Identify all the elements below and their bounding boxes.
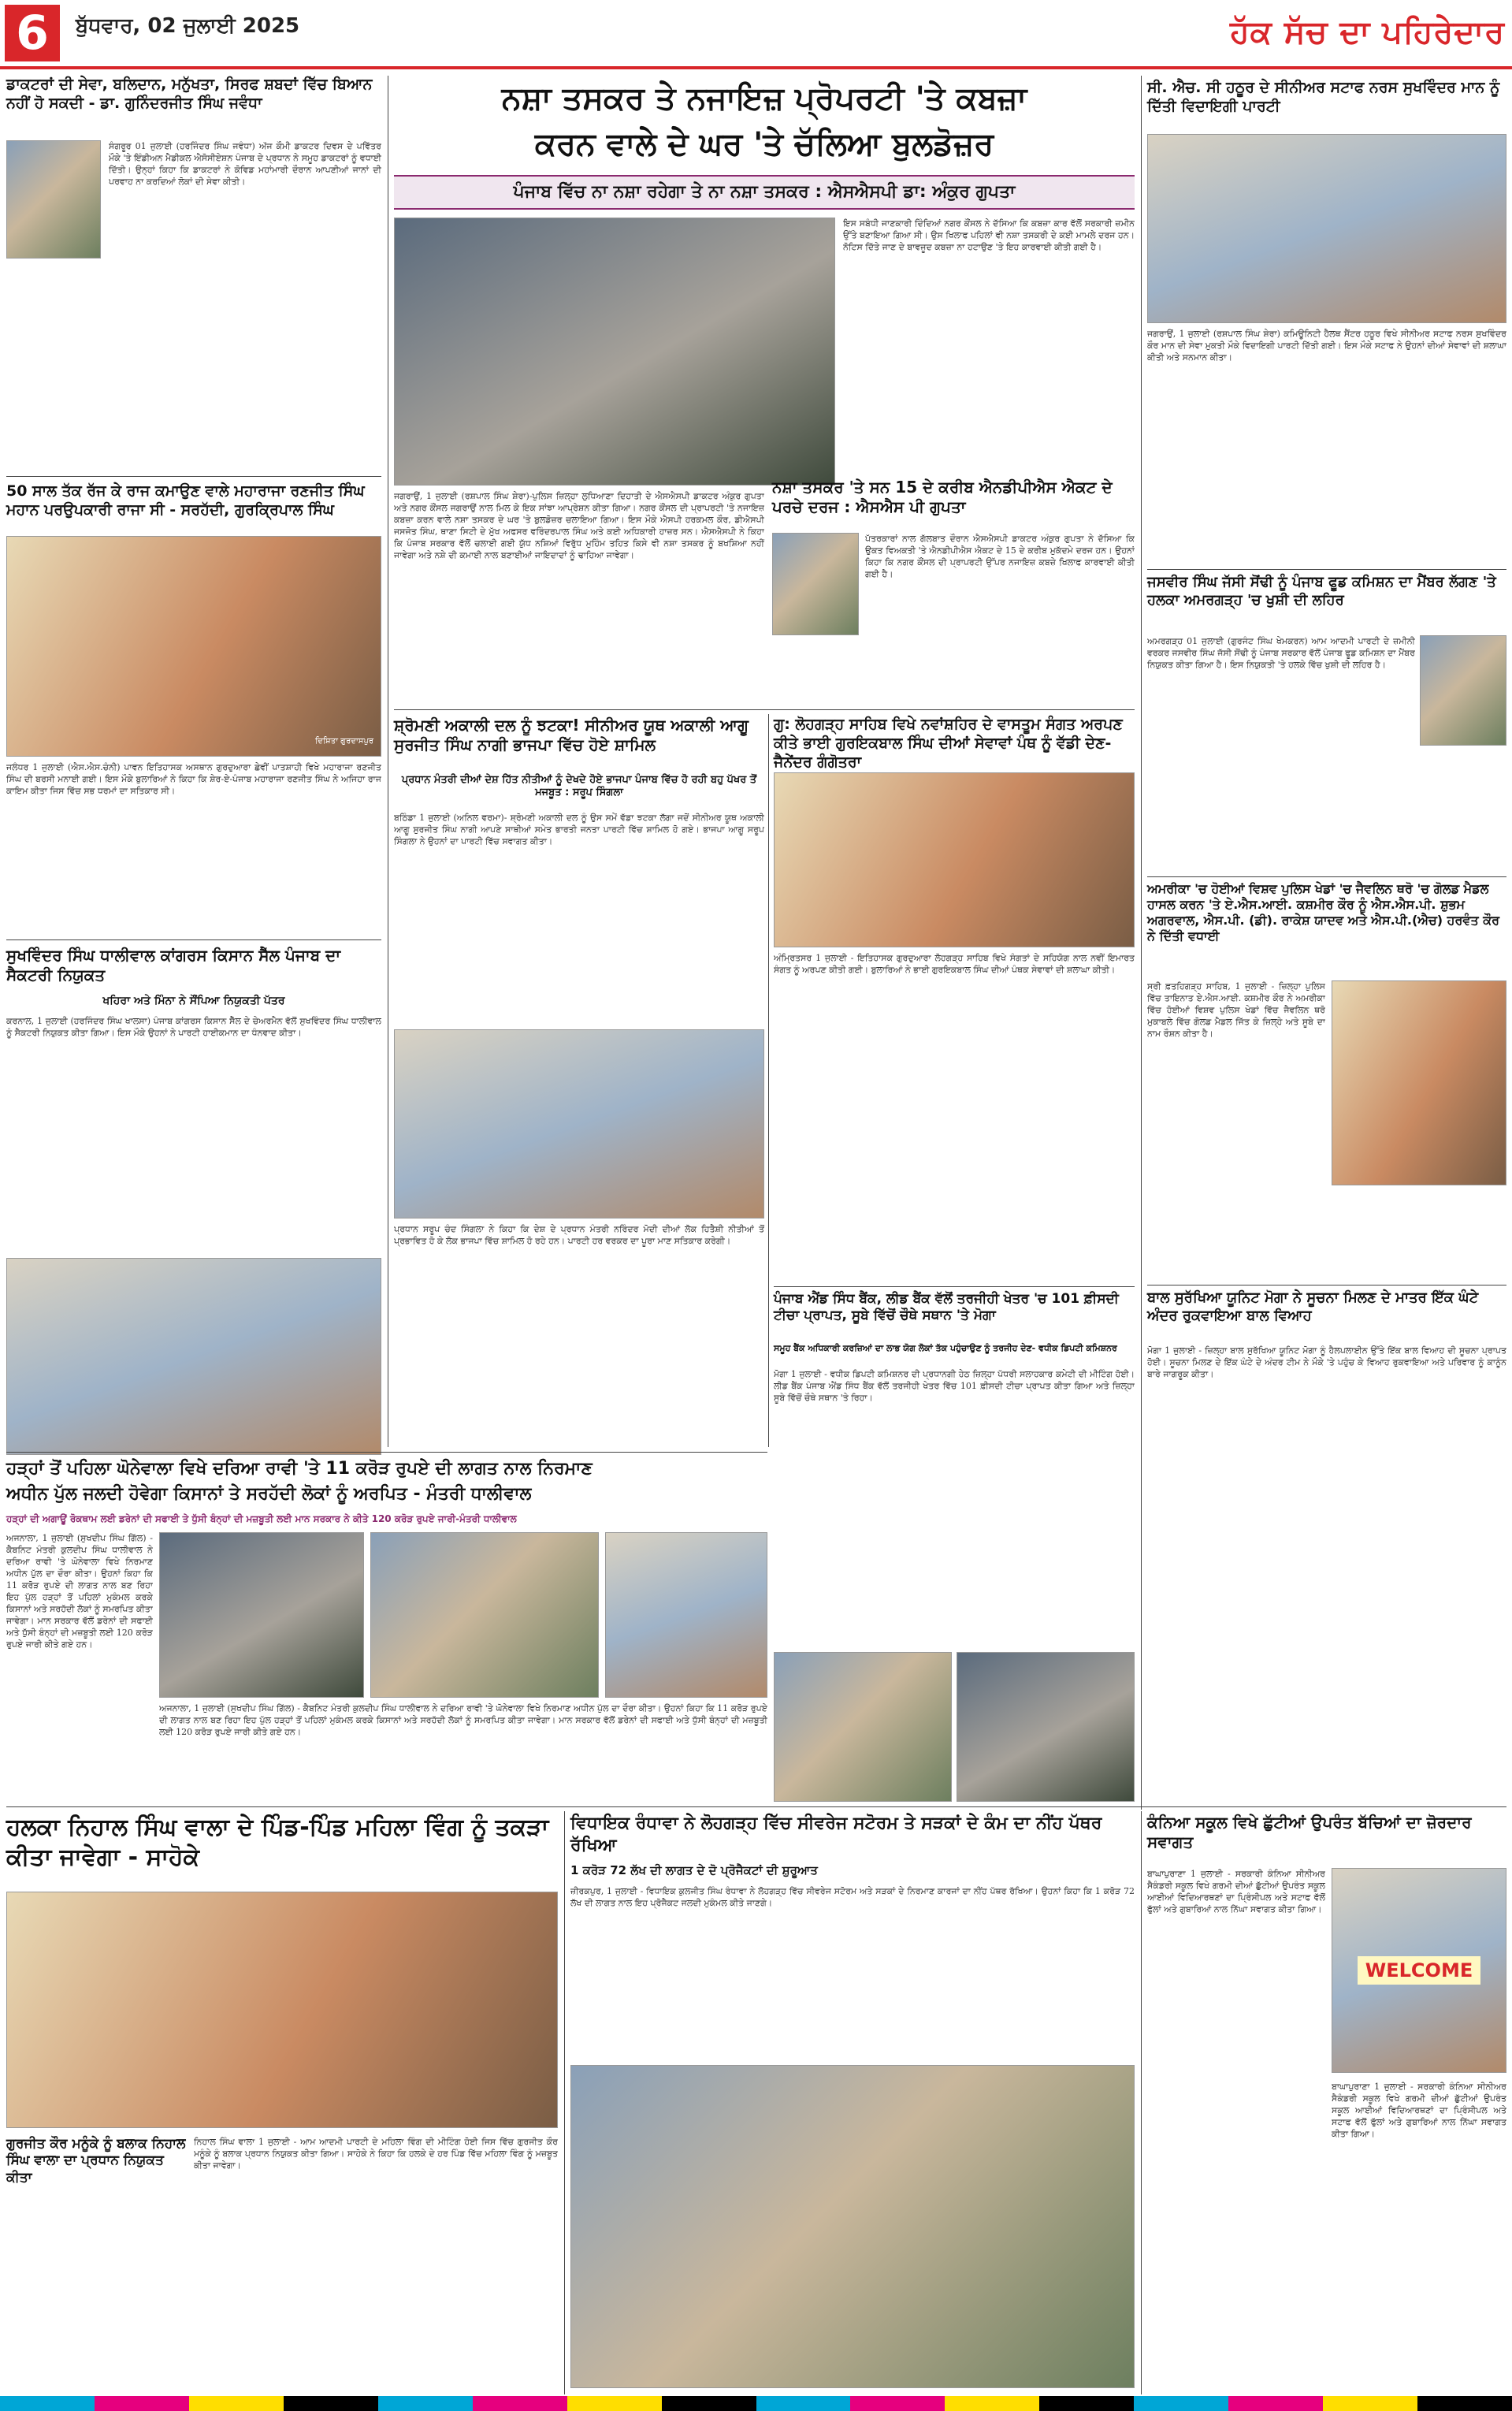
registration-swatch <box>0 2396 95 2411</box>
lead-body: ਜਗਰਾਉਂ, 1 ਜੁਲਾਈ (ਰਸ਼ਪਾਲ ਸਿੰਘ ਸ਼ੇਰਾ)-ਪੁਲਿਸ ਜ਼ਿਲ੍ਹਾ ਲੁਧਿਆਣਾ ਦਿਹਾਤੀ ਦੇ ਐਸਐਸਪੀ ਡਾਕਟਰ ਅੰਕੁਰ ਗੁਪਤਾ ਅਤੇ ਨਗਰ ਕੌਂਸਲ ਜਗਰਾਉਂ ਨਾਲ ਮਿਲ ਕੇ ਇਕ ਸਾਂਝਾ ਆਪ੍ਰੇਸ਼ਨ ਕੀਤਾ ਗਿਆ। ਨਗਰ ਕੌਂਸਲ ਦੀ ਪ੍ਰਾਪਰਟੀ 'ਤੇ ਨਜਾਇਜ਼ ਕਬਜ਼ਾ ਕਰਨ ਵਾਲੇ ਨਸ਼ਾ ਤਸਕਰ ਦੇ ਘਰ 'ਤੇ ਬੁਲਡੋਜ਼ਰ ਚਲਾਇਆ ਗਿਆ। ਇਸ ਮੌਕੇ ਐਸਪੀ ਹਰਕਮਲ ਕੌਰ, ਡੀਐਸਪੀ ਜਸਜੋਤ ਸਿੰਘ, ਥਾਣਾ ਸਿਟੀ ਦੇ ਮੁੱਖ ਅਫਸਰ ਵਰਿੰਦਰਪਾਲ ਸਿੰਘ ਅਤੇ ਕਈ ਅਧਿਕਾਰੀ ਹਾਜ਼ਰ ਸਨ। ਐਸਐਸਪੀ ਨੇ ਕਿਹਾ ਕਿ ਪੰਜਾਬ ਸਰਕਾਰ ਵੱਲੋਂ ਚਲਾਈ ਗਈ ਯੁੱਧ ਨਸ਼ਿਆਂ ਵਿਰੁੱਧ ਮੁਹਿੰਮ ਤਹਿਤ ਕਿਸੇ ਵੀ ਨਸ਼ਾ ਤਸਕਰ ਨੂੰ ਬਖਸ਼ਿਆ ਨਹੀਂ ਜਾਵੇਗਾ ਅਤੇ ਨਸ਼ੇ ਦੀ ਕਮਾਈ ਨਾਲ ਬਣਾਈਆਂ ਜਾਇਦਾਦਾਂ ਨੂੰ ਢਾਹਿਆ ਜਾਵੇਗਾ। <box>394 491 764 560</box>
welcome-sign: WELCOME <box>1358 1956 1480 1985</box>
lohgarh-body: ਅੰਮ੍ਰਿਤਸਰ 1 ਜੁਲਾਈ - ਇਤਿਹਾਸਕ ਗੁਰਦੁਆਰਾ ਲੋਹਗੜ੍ਹ ਸਾਹਿਬ ਵਿਖੇ ਸੰਗਤਾਂ ਦੇ ਸਹਿਯੋਗ ਨਾਲ ਨਵੀਂ ਇਮਾਰਤ ਸੰਗਤ ਨੂੰ ਅਰਪਣ ਕੀਤੀ ਗਈ। ਬੁਲਾਰਿਆਂ ਨੇ ਭਾਈ ਗੁਰਇਕਬਾਲ ਸਿੰਘ ਦੀਆਂ ਪੰਥਕ ਸੇਵਾਵਾਂ ਦੀ ਸ਼ਲਾਘਾ ਕੀਤੀ। <box>774 953 1135 975</box>
issue-date: ਬੁੱਧਵਾਰ, 02 ਜੁਲਾਈ 2025 <box>76 14 300 38</box>
lead-side-headline: ਨਸ਼ਾ ਤਸਕਰ 'ਤੇ ਸਨ 15 ਦੇ ਕਰੀਬ ਐਨਡੀਪੀਐਸ ਐਕਟ ਦੇ ਪਰਚੇ ਦਰਜ : ਐਸਐਸ ਪੀ ਗੁਪਤਾ <box>772 478 1113 516</box>
school-welcome-photo <box>1332 1868 1506 2073</box>
divider <box>774 1286 1135 1287</box>
registration-swatch <box>1323 2396 1417 2411</box>
column-divider <box>768 714 769 1447</box>
article-dhaliwal-subhead: ਖਹਿਰਾ ਅਤੇ ਮਿੰਨਾ ਨੇ ਸੌਂਪਿਆ ਨਿਯੁਕਤੀ ਪੱਤਰ <box>102 995 285 1007</box>
photo-credit: ਦਿਸ਼ਿਤਾ ਗੁਰਦਾਸਪੁਰ <box>315 737 374 746</box>
registration-swatch <box>1228 2396 1323 2411</box>
article-ranjit-singh-body: ਜਲੰਧਰ 1 ਜੁਲਾਈ (ਐਸ.ਐਸ.ਚੰਨੀ) ਪਾਵਨ ਇਤਿਹਾਸਕ ਅਸਥਾਨ ਗੁਰਦੁਆਰਾ ਛੇਵੀਂ ਪਾਤਸ਼ਾਹੀ ਵਿਖੇ ਮਹਾਰਾਜਾ ਰਣਜੀਤ ਸਿੰਘ ਦੀ ਬਰਸੀ ਮਨਾਈ ਗਈ। ਇਸ ਮੌਕੇ ਬੁਲਾਰਿਆਂ ਨੇ ਕਿਹਾ ਕਿ ਸ਼ੇਰ-ਏ-ਪੰਜਾਬ ਮਹਾਰਾਜਾ ਰਣਜੀਤ ਸਿੰਘ ਨੇ ਅਜਿਹਾ ਰਾਜ ਕਾਇਮ ਕੀਤਾ ਜਿਸ ਵਿੱਚ ਸਭ ਧਰਮਾਂ ਦਾ ਸਤਿਕਾਰ ਸੀ। <box>6 762 381 796</box>
article-ranjit-singh-headline: 50 ਸਾਲ ਤੱਕ ਰੱਜ ਕੇ ਰਾਜ ਕਮਾਉਣ ਵਾਲੇ ਮਹਾਰਾਜਾ ਰਣਜੀਤ ਸਿੰਘ ਮਹਾਨ ਪਰਉਪਕਾਰੀ ਰਾਜਾ ਸੀ - ਸਰਹੱਦੀ, ਗੁਰਕ੍ਰਿਪਾਲ ਸਿੰਘ <box>6 482 365 519</box>
akali-bjp-headline: ਸ਼੍ਰੋਮਣੀ ਅਕਾਲੀ ਦਲ ਨੂੰ ਝਟਕਾ! ਸੀਨੀਅਰ ਯੂਥ ਅਕਾਲੀ ਆਗੂ ਸੁਰਜੀਤ ਸਿੰਘ ਨਾਗੀ ਭਾਜਪਾ ਵਿੱਚ ਹੋਏ ਸ਼ਾਮਿਲ <box>394 716 749 754</box>
bank-body: ਮੋਗਾ 1 ਜੁਲਾਈ - ਵਧੀਕ ਡਿਪਟੀ ਕਮਿਸ਼ਨਰ ਦੀ ਪ੍ਰਧਾਨਗੀ ਹੇਠ ਜ਼ਿਲ੍ਹਾ ਪੱਧਰੀ ਸਲਾਹਕਾਰ ਕਮੇਟੀ ਦੀ ਮੀਟਿੰਗ ਹੋਈ। ਲੀਡ ਬੈਂਕ ਪੰਜਾਬ ਐਂਡ ਸਿੰਧ ਬੈਂਕ ਵੱਲੋਂ ਤਰਜੀਹੀ ਖੇਤਰ ਵਿੱਚ 101 ਫ਼ੀਸਦੀ ਟੀਚਾ ਪ੍ਰਾਪਤ ਕੀਤਾ ਗਿਆ ਅਤੇ ਜ਼ਿਲ੍ਹਾ ਸੂਬੇ ਵਿੱਚੋਂ ਚੌਥੇ ਸਥਾਨ 'ਤੇ ਰਿਹਾ। <box>774 1369 1135 1403</box>
school-welcome-body: ਬਾਘਾਪੁਰਾਣਾ 1 ਜੁਲਾਈ - ਸਰਕਾਰੀ ਕੰਨਿਆ ਸੀਨੀਅਰ ਸੈਕੰਡਰੀ ਸਕੂਲ ਵਿਖੇ ਗਰਮੀ ਦੀਆਂ ਛੁੱਟੀਆਂ ਉਪਰੰਤ ਸਕੂਲ ਆਈਆਂ ਵਿਦਿਆਰਥਣਾਂ ਦਾ ਪ੍ਰਿੰਸੀਪਲ ਅਤੇ ਸਟਾਫ ਵੱਲੋਂ ਫੁੱਲਾਂ ਅਤੇ ਗੁਬਾਰਿਆਂ ਨਾਲ ਨਿੱਘਾ ਸਵਾਗਤ ਕੀਤਾ ਗਿਆ। <box>1147 1869 1325 1914</box>
registration-swatch <box>945 2396 1039 2411</box>
column-divider <box>1141 1811 1142 2394</box>
article-dhaliwal-headline: ਸੁਖਵਿੰਦਰ ਸਿੰਘ ਧਾਲੀਵਾਲ ਕਾਂਗਰਸ ਕਿਸਾਨ ਸੈੱਲ ਪੰਜਾਬ ਦਾ ਸੈਕਟਰੀ ਨਿਯੁਕਤ <box>6 946 341 984</box>
sewerage-headline: ਵਿਧਾਇਕ ਰੰਧਾਵਾ ਨੇ ਲੋਹਗੜ੍ਹ ਵਿੱਚ ਸੀਵਰੇਜ ਸਟੋਰਮ ਤੇ ਸੜਕਾਂ ਦੇ ਕੰਮ ਦਾ ਨੀਂਹ ਪੱਥਰ ਰੱਖਿਆ <box>570 1814 1102 1855</box>
akali-bjp-photo <box>394 1029 764 1219</box>
akali-bjp-subhead: ਪ੍ਰਧਾਨ ਮੰਤਰੀ ਦੀਆਂ ਦੇਸ਼ ਹਿੱਤ ਨੀਤੀਆਂ ਨੂੰ ਦੇਖਦੇ ਹੋਏ ਭਾਜਪਾ ਪੰਜਾਬ ਵਿੱਚ ਹੋ ਰਹੀ ਬਹੁ ਪੱਖਰ ਤੋਂ ਮਜਬੂਤ : ਸਰੂਪ ਸਿੰਗਲਾ <box>401 774 757 799</box>
page-number: 6 <box>5 5 60 61</box>
registration-swatch <box>378 2396 473 2411</box>
chc-farewell-photo <box>1147 134 1506 323</box>
bridge-headline-line2: ਅਧੀਨ ਪੁੱਲ ਜਲਦੀ ਹੋਵੇਗਾ ਕਿਸਾਨਾਂ ਤੇ ਸਰਹੱਦੀ ਲੋਕਾਂ ਨੂੰ ਅਰਪਿਤ - ਮੰਤਰੀ ਧਾਲੀਵਾਲ <box>6 1484 532 1504</box>
divider <box>6 939 381 940</box>
kashmir-kaur-medal-photo <box>1332 980 1506 1185</box>
akali-bjp-body-cont: ਪ੍ਰਧਾਨ ਸਰੂਪ ਚੰਦ ਸਿੰਗਲਾ ਨੇ ਕਿਹਾ ਕਿ ਦੇਸ਼ ਦੇ ਪ੍ਰਧਾਨ ਮੰਤਰੀ ਨਰਿੰਦਰ ਮੋਦੀ ਦੀਆਂ ਲੋਕ ਹਿਤੈਸ਼ੀ ਨੀਤੀਆਂ ਤੋਂ ਪ੍ਰਭਾਵਿਤ ਹੋ ਕੇ ਲੋਕ ਭਾਜਪਾ ਵਿੱਚ ਸ਼ਾਮਿਲ ਹੋ ਰਹੇ ਹਨ। ਪਾਰਟੀ ਹਰ ਵਰਕਰ ਦਾ ਪੂਰਾ ਮਾਣ ਸਤਿਕਾਰ ਕਰੇਗੀ। <box>394 1224 764 1246</box>
child-marriage-headline: ਬਾਲ ਸੁਰੱਖਿਆ ਯੂਨਿਟ ਮੋਗਾ ਨੇ ਸੂਚਨਾ ਮਿਲਣ ਦੇ ਮਾਤਰ ਇੱਕ ਘੰਟੇ ਅੰਦਰ ਰੁਕਵਾਇਆ ਬਾਲ ਵਿਆਹ <box>1147 1289 1479 1324</box>
registration-swatch <box>756 2396 851 2411</box>
bank-meeting-photo-2 <box>957 1652 1135 1802</box>
akali-bjp-body: ਬਠਿੰਡਾ 1 ਜੁਲਾਈ (ਅਨਿਲ ਵਰਮਾ)- ਸ਼੍ਰੋਮਣੀ ਅਕਾਲੀ ਦਲ ਨੂੰ ਉਸ ਸਮੇਂ ਵੱਡਾ ਝਟਕਾ ਲੱਗਾ ਜਦੋਂ ਸੀਨੀਅਰ ਯੂਥ ਅਕਾਲੀ ਆਗੂ ਸੁਰਜੀਤ ਸਿੰਘ ਨਾਗੀ ਆਪਣੇ ਸਾਥੀਆਂ ਸਮੇਤ ਭਾਰਤੀ ਜਨਤਾ ਪਾਰਟੀ ਵਿੱਚ ਸ਼ਾਮਿਲ ਹੋ ਗਏ। ਭਾਜਪਾ ਆਗੂ ਸਰੂਪ ਸਿੰਗਲਾ ਨੇ ਉਹਨਾਂ ਦਾ ਪਾਰਟੀ ਵਿੱਚ ਸਵਾਗਤ ਕੀਤਾ। <box>394 813 764 846</box>
bridge-minister-photo <box>370 1532 599 1698</box>
sewerage-photo <box>570 2065 1135 2388</box>
sewerage-subhead: 1 ਕਰੋੜ 72 ਲੱਖ ਦੀ ਲਾਗਤ ਦੇ ਦੋ ਪ੍ਰੋਜੈਕਟਾਂ ਦੀ ਸ਼ੁਰੂਆਤ <box>570 1863 818 1877</box>
lead-body-right: ਇਸ ਸਬੰਧੀ ਜਾਣਕਾਰੀ ਦਿੰਦਿਆਂ ਨਗਰ ਕੌਂਸਲ ਨੇ ਦੱਸਿਆ ਕਿ ਕਬਜ਼ਾ ਕਾਰ ਵੱਲੋਂ ਸਰਕਾਰੀ ਜ਼ਮੀਨ ਉੱਤੇ ਬਣਾਇਆ ਗਿਆ ਸੀ। ਉਸ ਖਿਲਾਫ ਪਹਿਲਾਂ ਵੀ ਨਸ਼ਾ ਤਸਕਰੀ ਦੇ ਕਈ ਮਾਮਲੇ ਦਰਜ ਹਨ। ਨੋਟਿਸ ਦਿੱਤੇ ਜਾਣ ਦੇ ਬਾਵਜੂਦ ਕਬਜ਼ਾ ਨਾ ਹਟਾਉਣ 'ਤੇ ਇਹ ਕਾਰਵਾਈ ਕੀਤੀ ਗਈ ਹੈ। <box>843 218 1135 252</box>
mahila-wing-photo <box>6 1892 558 2128</box>
mahila-wing-headline: ਹਲਕਾ ਨਿਹਾਲ ਸਿੰਘ ਵਾਲਾ ਦੇ ਪਿੰਡ-ਪਿੰਡ ਮਹਿਲਾ ਵਿੰਗ ਨੂੰ ਤਕੜਾ ਕੀਤਾ ਜਾਵੇਗਾ - ਸਾਹੋਕੇ <box>6 1814 549 1871</box>
lead-headline-line2: ਕਰਨ ਵਾਲੇ ਦੇ ਘਰ 'ਤੇ ਚੱਲਿਆ ਬੁਲਡੋਜ਼ਰ <box>534 126 994 162</box>
doctor-portrait-photo <box>6 140 101 259</box>
mahila-wing-caption: ਗੁਰਜੀਤ ਕੌਰ ਮਨੂੰਕੇ ਨੂੰ ਬਲਾਕ ਨਿਹਾਲ ਸਿੰਘ ਵਾਲਾ ਦਾ ਪ੍ਰਧਾਨ ਨਿਯੁਕਤ ਕੀਤਾ <box>6 2136 186 2186</box>
chc-farewell-headline: ਸੀ. ਐਚ. ਸੀ ਹਠੂਰ ਦੇ ਸੀਨੀਅਰ ਸਟਾਫ ਨਰਸ ਸੁਖਵਿੰਦਰ ਮਾਨ ਨੂੰ ਦਿੱਤੀ ਵਿਦਾਇਗੀ ਪਾਰਟੀ <box>1147 79 1500 115</box>
article-doctors-day-body: ਸੰਗਰੂਰ 01 ਜੁਲਾਈ (ਹਰਜਿੰਦਰ ਸਿੰਘ ਜਵੰਧਾ) ਅੱਜ ਕੌਮੀ ਡਾਕਟਰ ਦਿਵਸ ਦੇ ਪਵਿੱਤਰ ਮੌਕੇ 'ਤੇ ਇੰਡੀਅਨ ਮੈਡੀਕਲ ਐਸੋਸੀਏਸ਼ਨ ਪੰਜਾਬ ਦੇ ਪ੍ਰਧਾਨ ਨੇ ਸਮੂਹ ਡਾਕਟਰਾਂ ਨੂੰ ਵਧਾਈ ਦਿੱਤੀ। ਉਨ੍ਹਾਂ ਕਿਹਾ ਕਿ ਡਾਕਟਰਾਂ ਨੇ ਕੋਵਿਡ ਮਹਾਂਮਾਰੀ ਦੌਰਾਨ ਆਪਣੀਆਂ ਜਾਨਾਂ ਦੀ ਪਰਵਾਹ ਨਾ ਕਰਦਿਆਂ ਲੋਕਾਂ ਦੀ ਸੇਵਾ ਕੀਤੀ। <box>109 141 381 187</box>
child-marriage-body: ਮੋਗਾ 1 ਜੁਲਾਈ - ਜ਼ਿਲ੍ਹਾ ਬਾਲ ਸੁਰੱਖਿਆ ਯੂਨਿਟ ਮੋਗਾ ਨੂੰ ਹੈਲਪਲਾਈਨ ਉੱਤੇ ਇੱਕ ਬਾਲ ਵਿਆਹ ਦੀ ਸੂਚਨਾ ਪ੍ਰਾਪਤ ਹੋਈ। ਸੂਚਨਾ ਮਿਲਣ ਦੇ ਇੱਕ ਘੰਟੇ ਦੇ ਅੰਦਰ ਟੀਮ ਨੇ ਮੌਕੇ 'ਤੇ ਪਹੁੰਚ ਕੇ ਵਿਆਹ ਰੁਕਵਾਇਆ ਅਤੇ ਪਰਿਵਾਰ ਨੂੰ ਕਾਨੂੰਨ ਬਾਰੇ ਜਾਗਰੂਕ ਕੀਤਾ। <box>1147 1345 1506 1379</box>
column-divider <box>564 1811 565 2394</box>
school-welcome-headline: ਕੰਨਿਆ ਸਕੂਲ ਵਿਖੇ ਛੁੱਟੀਆਂ ਉਪਰੰਤ ਬੱਚਿਆਂ ਦਾ ਜ਼ੋਰਦਾਰ ਸਵਾਗਤ <box>1147 1813 1472 1851</box>
registration-swatch <box>284 2396 378 2411</box>
registration-swatch <box>1039 2396 1134 2411</box>
divider <box>6 1452 767 1453</box>
lohgarh-headline: ਗੁ: ਲੋਹਗੜ੍ਹ ਸਾਹਿਬ ਵਿਖੇ ਨਵਾਂਸ਼ਹਿਰ ਦੇ ਵਾਸਤੂਮ ਸੰਗਤ ਅਰਪਣ ਕੀਤੇ ਭਾਈ ਗੁਰਇਕਬਾਲ ਸਿੰਘ ਦੀਆਂ ਸੇਵਾਵਾਂ ਪੰਥ ਨੂੰ ਵੱਡੀ ਦੇਣ- ਜੈਨੇਂਦਰ ਗੰਗੋਤਰਾ <box>774 716 1123 771</box>
registration-color-strip <box>0 2396 1512 2411</box>
registration-swatch <box>567 2396 662 2411</box>
police-games-body: ਸ੍ਰੀ ਫ਼ਤਹਿਗੜ੍ਹ ਸਾਹਿਬ, 1 ਜੁਲਾਈ - ਜ਼ਿਲ੍ਹਾ ਪੁਲਿਸ ਵਿੱਚ ਤਾਇਨਾਤ ਏ.ਐਸ.ਆਈ. ਕਸ਼ਮੀਰ ਕੌਰ ਨੇ ਅਮਰੀਕਾ ਵਿੱਚ ਹੋਈਆਂ ਵਿਸ਼ਵ ਪੁਲਿਸ ਖੇਡਾਂ ਵਿੱਚ ਜੈਵਲਿਨ ਥਰੋ ਮੁਕਾਬਲੇ ਵਿੱਚ ਗੋਲਡ ਮੈਡਲ ਜਿੱਤ ਕੇ ਜ਼ਿਲ੍ਹੇ ਅਤੇ ਸੂਬੇ ਦਾ ਨਾਮ ਰੌਸ਼ਨ ਕੀਤਾ ਹੈ। <box>1147 981 1325 1039</box>
registration-swatch <box>1134 2396 1228 2411</box>
column-divider <box>1141 76 1142 1810</box>
sewerage-body: ਜ਼ੀਰਕਪੁਰ, 1 ਜੁਲਾਈ - ਵਿਧਾਇਕ ਕੁਲਜੀਤ ਸਿੰਘ ਰੰਧਾਵਾ ਨੇ ਲੋਹਗੜ੍ਹ ਵਿੱਚ ਸੀਵਰੇਜ ਸਟੋਰਮ ਅਤੇ ਸੜਕਾਂ ਦੇ ਨਿਰਮਾਣ ਕਾਰਜਾਂ ਦਾ ਨੀਂਹ ਪੱਥਰ ਰੱਖਿਆ। ਉਹਨਾਂ ਕਿਹਾ ਕਿ 1 ਕਰੋੜ 72 ਲੱਖ ਦੀ ਲਾਗਤ ਨਾਲ ਇਹ ਪ੍ਰੋਜੈਕਟ ਜਲਦੀ ਮੁਕੰਮਲ ਕੀਤੇ ਜਾਣਗੇ। <box>570 1886 1135 1908</box>
food-commission-body: ਅਮਰਗੜ੍ਹ 01 ਜੁਲਾਈ (ਗੁਰਜੰਟ ਸਿੰਘ ਖੇਮਕਰਨ) ਆਮ ਆਦਮੀ ਪਾਰਟੀ ਦੇ ਜ਼ਮੀਨੀ ਵਰਕਰ ਜਸਵੀਰ ਸਿੰਘ ਜੱਸੀ ਸੋਂਢੀ ਨੂੰ ਪੰਜਾਬ ਸਰਕਾਰ ਵੱਲੋਂ ਪੰਜਾਬ ਫੂਡ ਕਮਿਸ਼ਨ ਦਾ ਮੈਂਬਰ ਨਿਯੁਕਤ ਕੀਤਾ ਗਿਆ ਹੈ। ਇਸ ਨਿਯੁਕਤੀ 'ਤੇ ਹਲਕੇ ਵਿੱਚ ਖੁਸ਼ੀ ਦੀ ਲਹਿਰ ਹੈ। <box>1147 636 1415 670</box>
masthead-rule <box>0 66 1512 69</box>
article-doctors-day-headline: ਡਾਕਟਰਾਂ ਦੀ ਸੇਵਾ, ਬਲਿਦਾਨ, ਮਨੁੱਖਤਾ, ਸਿਰਫ ਸ਼ਬਦਾਂ ਵਿੱਚ ਬਿਆਨ ਨਹੀਂ ਹੋ ਸਕਦੀ - ਡਾ. ਗੁਨਿੰਦਰਜੀਤ ਸਿੰਘ ਜਵੰਧਾ <box>6 76 373 112</box>
police-games-headline: ਅਮਰੀਕਾ 'ਚ ਹੋਈਆਂ ਵਿਸ਼ਵ ਪੁਲਿਸ ਖੇਡਾਂ 'ਚ ਜੈਵਲਿਨ ਥਰੋ 'ਚ ਗੋਲਡ ਮੈਡਲ ਹਾਸਲ ਕਰਨ 'ਤੇ ਏ.ਐਸ.ਆਈ. ਕਸ਼ਮੀਰ ਕੌਰ ਨੂੰ ਐਸ.ਐਸ.ਪੀ. ਸ਼ੁਭਮ ਅਗਰਵਾਲ, ਐਸ.ਪੀ. (ਡੀ). ਰਾਕੇਸ਼ ਯਾਦਵ ਅਤੇ ਐਸ.ਪੀ.(ਐਚ) ਹਰਵੰਤ ਕੌਰ ਨੇ ਦਿੱਤੀ ਵਧਾਈ <box>1147 881 1500 943</box>
lead-headline-line1: ਨਸ਼ਾ ਤਸਕਰ ਤੇ ਨਜਾਇਜ਼ ਪ੍ਰੋਪਰਟੀ 'ਤੇ ਕਬਜ਼ਾ <box>501 80 1027 117</box>
bank-subhead: ਸਮੂਹ ਬੈਂਕ ਅਧਿਕਾਰੀ ਕਰਜ਼ਿਆਂ ਦਾ ਲਾਭ ਯੋਗ ਲੋਕਾਂ ਤੱਕ ਪਹੁੰਚਾਉਣ ਨੂੰ ਤਰਜੀਹ ਦੇਣ- ਵਧੀਕ ਡਿਪਟੀ ਕਮਿਸ਼ਨਰ <box>774 1343 1117 1353</box>
divider <box>6 476 381 477</box>
newspaper-logo: ਹੱਕ ਸੱਚ ਦਾ ਪਹਿਰੇਦਾਰ <box>1230 14 1505 50</box>
lohgarh-event-photo <box>774 772 1135 947</box>
bridge-site-photo <box>159 1532 364 1698</box>
registration-swatch <box>189 2396 284 2411</box>
ranjit-singh-event-photo <box>6 536 381 757</box>
lead-subhead: ਪੰਜਾਬ ਵਿੱਚ ਨਾ ਨਸ਼ਾ ਰਹੇਗਾ ਤੇ ਨਾ ਨਸ਼ਾ ਤਸਕਰ : ਐਸਐਸਪੀ ਡਾ: ਅੰਕੁਰ ਗੁਪਤਾ <box>394 175 1135 210</box>
registration-swatch <box>1417 2396 1512 2411</box>
lead-bulldozer-photo <box>394 218 835 486</box>
divider <box>6 1806 1506 1807</box>
divider <box>1147 569 1506 570</box>
school-welcome-body-cont: ਬਾਘਾਪੁਰਾਣਾ 1 ਜੁਲਾਈ - ਸਰਕਾਰੀ ਕੰਨਿਆ ਸੀਨੀਅਰ ਸੈਕੰਡਰੀ ਸਕੂਲ ਵਿਖੇ ਗਰਮੀ ਦੀਆਂ ਛੁੱਟੀਆਂ ਉਪਰੰਤ ਸਕੂਲ ਆਈਆਂ ਵਿਦਿਆਰਥਣਾਂ ਦਾ ਪ੍ਰਿੰਸੀਪਲ ਅਤੇ ਸਟਾਫ ਵੱਲੋਂ ਫੁੱਲਾਂ ਅਤੇ ਗੁਬਾਰਿਆਂ ਨਾਲ ਨਿੱਘਾ ਸਵਾਗਤ ਕੀਤਾ ਗਿਆ। <box>1332 2082 1506 2139</box>
registration-swatch <box>473 2396 567 2411</box>
article-dhaliwal-body: ਕਰਨਾਲ, 1 ਜੁਲਾਈ (ਹਰਜਿੰਦਰ ਸਿੰਘ ਖਾਲਸਾ) ਪੰਜਾਬ ਕਾਂਗਰਸ ਕਿਸਾਨ ਸੈੱਲ ਦੇ ਚੇਅਰਮੈਨ ਵੱਲੋਂ ਸੁਖਵਿੰਦਰ ਸਿੰਘ ਧਾਲੀਵਾਲ ਨੂੰ ਸੈਕਟਰੀ ਨਿਯੁਕਤ ਕੀਤਾ ਗਿਆ। ਇਸ ਮੌਕੇ ਉਹਨਾਂ ਨੇ ਪਾਰਟੀ ਹਾਈਕਮਾਨ ਦਾ ਧੰਨਵਾਦ ਕੀਤਾ। <box>6 1016 381 1038</box>
food-commission-headline: ਜਸਵੀਰ ਸਿੰਘ ਜੱਸੀ ਸੋਂਢੀ ਨੂੰ ਪੰਜਾਬ ਫੂਡ ਕਮਿਸ਼ਨ ਦਾ ਮੈਂਬਰ ਲੱਗਣ 'ਤੇ ਹਲਕਾ ਅਮਰਗੜ੍ਹ 'ਚ ਖੁਸ਼ੀ ਦੀ ਲਹਿਰ <box>1147 574 1496 608</box>
bridge-body: ਅਜਨਾਲਾ, 1 ਜੁਲਾਈ (ਸੁਖਦੀਪ ਸਿੰਘ ਗਿੱਲ) - ਕੈਬਨਿਟ ਮੰਤਰੀ ਕੁਲਦੀਪ ਸਿੰਘ ਧਾਲੀਵਾਲ ਨੇ ਦਰਿਆ ਰਾਵੀ 'ਤੇ ਘੋਨੇਵਾਲਾ ਵਿਖੇ ਨਿਰਮਾਣ ਅਧੀਨ ਪੁੱਲ ਦਾ ਦੌਰਾ ਕੀਤਾ। ਉਹਨਾਂ ਕਿਹਾ ਕਿ 11 ਕਰੋੜ ਰੁਪਏ ਦੀ ਲਾਗਤ ਨਾਲ ਬਣ ਰਿਹਾ ਇਹ ਪੁੱਲ ਹੜ੍ਹਾਂ ਤੋਂ ਪਹਿਲਾਂ ਮੁਕੰਮਲ ਕਰਕੇ ਕਿਸਾਨਾਂ ਅਤੇ ਸਰਹੱਦੀ ਲੋਕਾਂ ਨੂੰ ਸਮਰਪਿਤ ਕੀਤਾ ਜਾਵੇਗਾ। ਮਾਨ ਸਰਕਾਰ ਵੱਲੋਂ ਡਰੇਨਾਂ ਦੀ ਸਫਾਈ ਅਤੇ ਧੁੱਸੀ ਬੰਨ੍ਹਾਂ ਦੀ ਮਜ਼ਬੂਤੀ ਲਈ 120 ਕਰੋੜ ਰੁਪਏ ਜਾਰੀ ਕੀਤੇ ਗਏ ਹਨ। <box>6 1533 153 1650</box>
bank-headline: ਪੰਜਾਬ ਐਂਡ ਸਿੰਧ ਬੈਂਕ, ਲੀਡ ਬੈਂਕ ਵੱਲੋਂ ਤਰਜੀਹੀ ਖੇਤਰ 'ਚ 101 ਫ਼ੀਸਦੀ ਟੀਚਾ ਪ੍ਰਾਪਤ, ਸੂਬੇ ਵਿੱਚੋਂ ਚੌਥੇ ਸਥਾਨ 'ਤੇ ਮੋਗਾ <box>774 1291 1119 1324</box>
ssp-portrait-photo <box>772 533 859 635</box>
divider <box>1147 876 1506 877</box>
bridge-crowd-photo <box>605 1532 767 1698</box>
bridge-subhead: ਹੜ੍ਹਾਂ ਦੀ ਅਗਾਊਂ ਰੋਕਥਾਮ ਲਈ ਡਰੇਨਾਂ ਦੀ ਸਫਾਈ ਤੇ ਧੁੱਸੀ ਬੰਨ੍ਹਾਂ ਦੀ ਮਜ਼ਬੂਤੀ ਲਈ ਮਾਨ ਸਰਕਾਰ ਨੇ ਕੀਤੇ 120 ਕਰੋੜ ਰੁਪਏ ਜਾਰੀ-ਮੰਤਰੀ ਧਾਲੀਵਾਲ <box>6 1513 517 1524</box>
registration-swatch <box>95 2396 189 2411</box>
lead-side-body: ਪੱਤਰਕਾਰਾਂ ਨਾਲ ਗੱਲਬਾਤ ਦੌਰਾਨ ਐਸਐਸਪੀ ਡਾਕਟਰ ਅੰਕੁਰ ਗੁਪਤਾ ਨੇ ਦੱਸਿਆ ਕਿ ਉਕਤ ਵਿਅਕਤੀ 'ਤੇ ਐਨਡੀਪੀਐਸ ਐਕਟ ਦੇ 15 ਦੇ ਕਰੀਬ ਮੁਕੱਦਮੇ ਦਰਜ ਹਨ। ਉਹਨਾਂ ਕਿਹਾ ਕਿ ਨਗਰ ਕੌਂਸਲ ਦੀ ਪ੍ਰਾਪਰਟੀ ਉੱਪਰ ਨਜਾਇਜ਼ ਕਬਜ਼ੇ ਖਿਲਾਫ ਕਾਰਵਾਈ ਕੀਤੀ ਗਈ ਹੈ। <box>865 534 1135 579</box>
bridge-body-cont: ਅਜਨਾਲਾ, 1 ਜੁਲਾਈ (ਸੁਖਦੀਪ ਸਿੰਘ ਗਿੱਲ) - ਕੈਬਨਿਟ ਮੰਤਰੀ ਕੁਲਦੀਪ ਸਿੰਘ ਧਾਲੀਵਾਲ ਨੇ ਦਰਿਆ ਰਾਵੀ 'ਤੇ ਘੋਨੇਵਾਲਾ ਵਿਖੇ ਨਿਰਮਾਣ ਅਧੀਨ ਪੁੱਲ ਦਾ ਦੌਰਾ ਕੀਤਾ। ਉਹਨਾਂ ਕਿਹਾ ਕਿ 11 ਕਰੋੜ ਰੁਪਏ ਦੀ ਲਾਗਤ ਨਾਲ ਬਣ ਰਿਹਾ ਇਹ ਪੁੱਲ ਹੜ੍ਹਾਂ ਤੋਂ ਪਹਿਲਾਂ ਮੁਕੰਮਲ ਕਰਕੇ ਕਿਸਾਨਾਂ ਅਤੇ ਸਰਹੱਦੀ ਲੋਕਾਂ ਨੂੰ ਸਮਰਪਿਤ ਕੀਤਾ ਜਾਵੇਗਾ। ਮਾਨ ਸਰਕਾਰ ਵੱਲੋਂ ਡਰੇਨਾਂ ਦੀ ਸਫਾਈ ਅਤੇ ਧੁੱਸੀ ਬੰਨ੍ਹਾਂ ਦੀ ਮਜ਼ਬੂਤੀ ਲਈ 120 ਕਰੋੜ ਰੁਪਏ ਜਾਰੀ ਕੀਤੇ ਗਏ ਹਨ। <box>159 1703 767 1737</box>
bridge-headline-line1: ਹੜ੍ਹਾਂ ਤੋਂ ਪਹਿਲਾ ਘੋਨੇਵਾਲਾ ਵਿਖੇ ਦਰਿਆ ਰਾਵੀ 'ਤੇ 11 ਕਰੋੜ ਰੁਪਏ ਦੀ ਲਾਗਤ ਨਾਲ ਨਿਰਮਾਣ <box>6 1459 593 1479</box>
jasvir-singh-portrait <box>1420 635 1506 746</box>
chc-farewell-body: ਜਗਰਾਉਂ, 1 ਜੁਲਾਈ (ਰਸ਼ਪਾਲ ਸਿੰਘ ਸ਼ੇਰਾ) ਕਮਿਊਨਿਟੀ ਹੈਲਥ ਸੈਂਟਰ ਹਠੂਰ ਵਿਖੇ ਸੀਨੀਅਰ ਸਟਾਫ ਨਰਸ ਸੁਖਵਿੰਦਰ ਕੌਰ ਮਾਨ ਦੀ ਸੇਵਾ ਮੁਕਤੀ ਮੌਕੇ ਵਿਦਾਇਗੀ ਪਾਰਟੀ ਦਿੱਤੀ ਗਈ। ਇਸ ਮੌਕੇ ਸਟਾਫ ਨੇ ਉਹਨਾਂ ਦੀਆਂ ਸੇਵਾਵਾਂ ਦੀ ਸ਼ਲਾਘਾ ਕੀਤੀ ਅਤੇ ਸਨਮਾਨ ਕੀਤਾ। <box>1147 329 1506 363</box>
divider <box>394 709 1135 710</box>
bank-meeting-photo-1 <box>774 1652 952 1802</box>
dhaliwal-group-photo <box>6 1258 381 1455</box>
mahila-wing-body: ਨਿਹਾਲ ਸਿੰਘ ਵਾਲਾ 1 ਜੁਲਾਈ - ਆਮ ਆਦਮੀ ਪਾਰਟੀ ਦੇ ਮਹਿਲਾ ਵਿੰਗ ਦੀ ਮੀਟਿੰਗ ਹੋਈ ਜਿਸ ਵਿੱਚ ਗੁਰਜੀਤ ਕੌਰ ਮਨੂੰਕੇ ਨੂੰ ਬਲਾਕ ਪ੍ਰਧਾਨ ਨਿਯੁਕਤ ਕੀਤਾ ਗਿਆ। ਸਾਹੋਕੇ ਨੇ ਕਿਹਾ ਕਿ ਹਲਕੇ ਦੇ ਹਰ ਪਿੰਡ ਵਿੱਚ ਮਹਿਲਾ ਵਿੰਗ ਨੂੰ ਮਜ਼ਬੂਤ ਕੀਤਾ ਜਾਵੇਗਾ। <box>194 2137 558 2171</box>
registration-swatch <box>850 2396 945 2411</box>
registration-swatch <box>662 2396 756 2411</box>
